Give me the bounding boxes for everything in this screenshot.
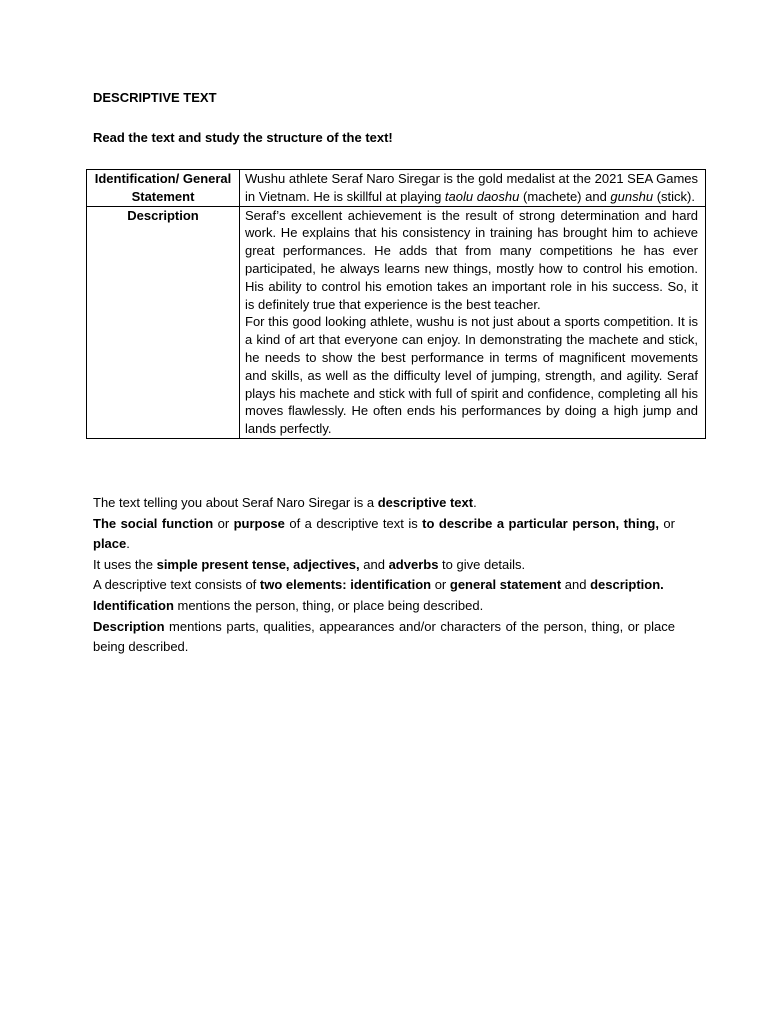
paragraph: The social function or purpose of a descriptive text is to describe a particular person, thing, or place. [93,515,675,552]
paragraph: A descriptive text consists of two elements: identification or general statement and description. [93,577,664,593]
document-title: DESCRIPTIVE TEXT [93,90,217,105]
paragraph: It uses the simple present tense, adjectives, and adverbs to give details. [93,556,526,572]
paragraph: The text telling you about Seraf Naro Siregar is a descriptive text. [93,495,477,510]
identification-label: Identification/ General Statement [87,170,240,207]
paragraph: Seraf’s excellent achievement is the result of strong determination and hard work. He explains that his consistency in training has brought him to achieve great performances. He adds that from many competitions he has ever participated, he always learns new things, mostly how to control his emotion. His ability to control his emotion takes an important role in his success. So, it is definitely true that experience is the best teacher. [245,207,698,312]
table-row-description [87,206,706,438]
identification-content [240,170,706,207]
paragraph: Wushu athlete Seraf Naro Siregar is the gold medalist at the 2021 SEA Games in Vietnam. He is skillful at playing taolu daoshu (machete) and gunshu (stick). [245,171,698,204]
description-label: Description [87,206,240,438]
description-content [240,206,706,438]
paragraph: For this good looking athlete, wushu is not just about a sports competition. It is a kind of art that everyone can enjoy. In demonstrating the machete and stick, he needs to show the best performance in terms of magnificent movements and skills, as well as the difficulty level of jumping, strength, and agility. Seraf plays his machete and stick with full of spirit and confidence, completing all his moves flawlessly. He often ends his performances by doing a high jump and lands perfectly. [245,314,698,437]
text-structure-table [86,169,706,439]
instruction-text: Read the text and study the structure of the text! [93,130,393,145]
explanation-section [93,493,675,658]
table-row-identification [87,170,706,207]
paragraph: Description mentions parts, qualities, appearances and/or characters of the person, thing, or place being described. [93,618,675,655]
paragraph: Identification mentions the person, thing, or place being described. [93,597,484,613]
